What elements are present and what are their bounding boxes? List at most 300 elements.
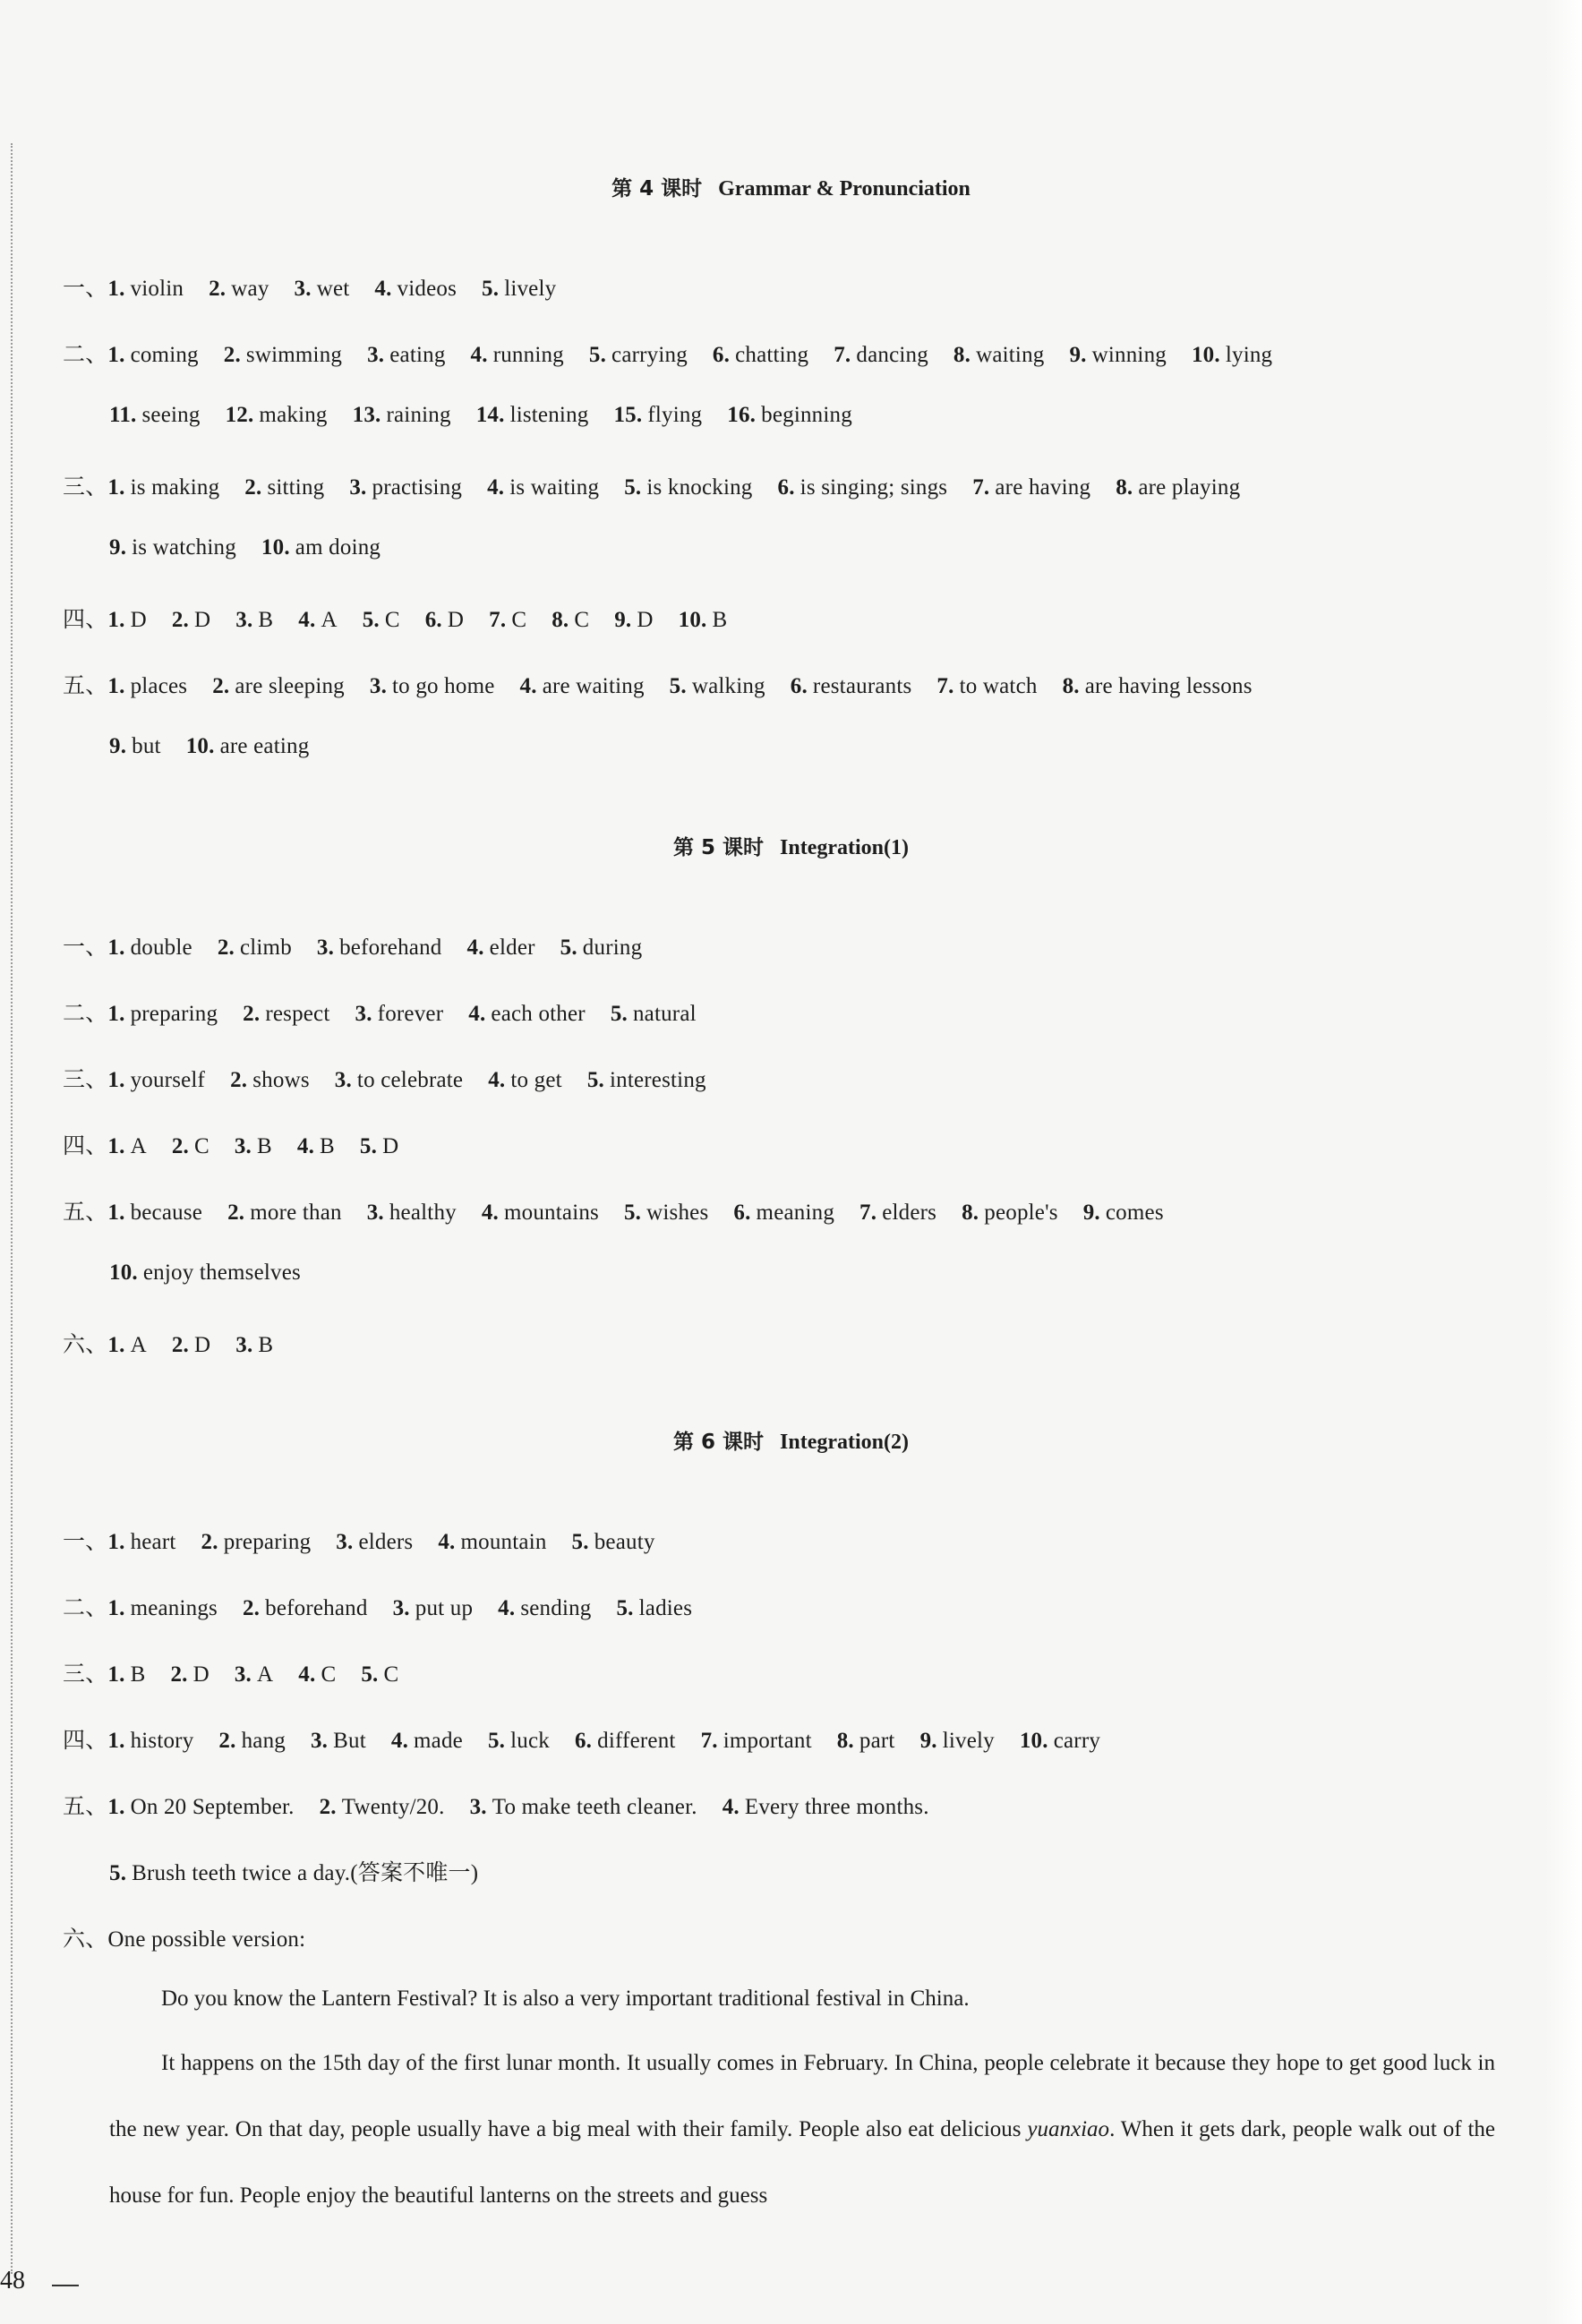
answer-text: preparing <box>223 1530 312 1554</box>
answer-line <box>109 535 406 560</box>
answer-number: 4. <box>466 936 484 960</box>
answer-text: A <box>130 1333 147 1357</box>
answer-text: flying <box>647 403 703 427</box>
answer-item <box>218 1729 286 1753</box>
answer-text: respect <box>265 1002 330 1026</box>
answer-number: 3. <box>369 674 388 698</box>
answer-number: 1. <box>107 343 125 367</box>
answer-item <box>320 1795 445 1819</box>
answer-text: people's <box>984 1200 1058 1225</box>
answer-item <box>109 535 236 560</box>
question-group-label: 三、 <box>63 474 108 500</box>
answer-number: 9. <box>109 535 127 560</box>
answer-number: 3. <box>294 277 312 301</box>
answer-item <box>778 475 948 500</box>
answer-text: yourself <box>130 1068 206 1092</box>
answer-text: are having lessons <box>1084 674 1253 698</box>
answer-text: swimming <box>245 343 343 367</box>
question-group-label: 五、 <box>63 672 108 698</box>
answer-text: double <box>130 936 192 960</box>
answer-text: shows <box>252 1068 310 1092</box>
answer-number: 6. <box>424 608 442 632</box>
answer-item <box>107 1134 146 1158</box>
answer-text: history <box>130 1729 194 1753</box>
essay-paragraph-2 <box>109 2030 1495 2229</box>
answer-number: 6. <box>712 343 731 367</box>
answer-item <box>107 1530 175 1554</box>
answer-number: 7. <box>972 475 990 500</box>
question-group-label: 三、 <box>63 1066 108 1092</box>
answer-number: 1. <box>107 608 125 632</box>
answer-item <box>859 1200 936 1225</box>
answer-item <box>107 1068 205 1092</box>
answer-text: winning <box>1091 343 1167 367</box>
answer-text: different <box>597 1729 676 1753</box>
answer-number: 7. <box>489 608 507 632</box>
lesson-title-cn: 第 5 课时 <box>672 836 765 859</box>
answer-text: walking <box>691 674 765 698</box>
answer-number: 4. <box>498 1596 516 1620</box>
answer-item <box>560 936 643 960</box>
question-group-label: 一、 <box>63 1528 108 1554</box>
answer-text: is watching <box>132 535 236 560</box>
answer-text: C <box>383 1662 399 1687</box>
answer-text: Every three months. <box>744 1795 929 1819</box>
answer-item <box>953 343 1045 367</box>
lesson-title-cn: 第 6 课时 <box>672 1431 765 1454</box>
answer-number: 4. <box>374 277 392 301</box>
answer-item <box>227 1200 342 1225</box>
answer-item <box>520 674 645 698</box>
answer-text: sitting <box>267 475 325 500</box>
answer-number: 9. <box>1082 1200 1100 1225</box>
essay-label: 六、 <box>63 1926 108 1952</box>
question-group-label: 二、 <box>63 1000 108 1026</box>
answer-item <box>311 1729 366 1753</box>
answer-text: am doing <box>295 535 381 560</box>
question-group-label: 五、 <box>63 1793 108 1819</box>
answer-number: 6. <box>574 1729 593 1753</box>
answer-item <box>482 1200 599 1225</box>
answer-item <box>107 936 192 960</box>
answer-line <box>109 1260 326 1286</box>
answer-item <box>243 1002 329 1026</box>
answer-item <box>614 608 653 632</box>
answer-number: 1. <box>107 475 125 500</box>
answer-number: 1. <box>107 1596 125 1620</box>
answer-text: heart <box>130 1530 176 1554</box>
answer-line <box>63 270 581 303</box>
answer-number: 1. <box>107 1662 125 1687</box>
answer-text: healthy <box>389 1200 457 1225</box>
answer-item <box>575 1729 676 1753</box>
answer-item <box>613 403 702 427</box>
answer-item <box>243 1596 368 1620</box>
answer-text: dancing <box>856 343 928 367</box>
answer-item <box>467 936 535 960</box>
answer-number: 11. <box>109 403 137 427</box>
answer-text: meanings <box>130 1596 218 1620</box>
answer-number: 10. <box>261 535 290 560</box>
answer-number: 4. <box>470 343 488 367</box>
answer-number: 2. <box>230 1068 248 1092</box>
answer-number: 5. <box>588 343 607 367</box>
answer-number: 2. <box>171 608 189 632</box>
answer-item <box>391 1729 463 1753</box>
answer-item <box>261 535 381 560</box>
answer-line <box>63 1656 423 1688</box>
answer-text: chatting <box>735 343 809 367</box>
answer-text: D <box>193 1333 211 1357</box>
answer-number: 4. <box>487 475 505 500</box>
answer-text: beforehand <box>265 1596 368 1620</box>
answer-item <box>468 1002 586 1026</box>
answer-item <box>1116 475 1240 500</box>
answer-text: C <box>511 608 527 632</box>
answer-item <box>295 277 350 301</box>
answer-text: important <box>723 1729 812 1753</box>
answer-item <box>107 1333 146 1357</box>
answer-number: 5. <box>586 1068 604 1092</box>
answer-text: elders <box>358 1530 414 1554</box>
answer-text: lying <box>1225 343 1273 367</box>
answer-text: hang <box>241 1729 286 1753</box>
answer-number: 3. <box>235 608 253 632</box>
answer-text: mountain <box>460 1530 547 1554</box>
answer-line <box>63 337 1297 369</box>
answer-text: videos <box>397 277 457 301</box>
answer-line <box>63 1789 954 1821</box>
answer-text: part <box>859 1729 895 1753</box>
answer-item <box>1083 1200 1164 1225</box>
essay-intro: One possible version: <box>107 1927 306 1952</box>
answer-text: D <box>382 1134 399 1158</box>
answer-number: 7. <box>859 1200 877 1225</box>
answer-line <box>63 1128 423 1160</box>
answer-item <box>109 403 201 427</box>
answer-text: A <box>130 1134 147 1158</box>
question-group-label: 一、 <box>63 275 108 301</box>
answer-item <box>713 343 808 367</box>
lesson-title-en: Grammar & Pronunciation <box>718 177 971 201</box>
answer-number: 2. <box>242 1596 261 1620</box>
answer-item <box>962 1200 1058 1225</box>
answer-item <box>367 343 445 367</box>
answer-number: 8. <box>1062 674 1080 698</box>
answer-item <box>298 608 337 632</box>
answer-number: 7. <box>936 674 954 698</box>
essay-heading <box>63 1921 305 1953</box>
answer-number: 1. <box>107 1002 125 1026</box>
answer-text: luck <box>510 1729 550 1753</box>
question-group-label: 四、 <box>63 606 108 632</box>
answer-item <box>791 674 912 698</box>
question-group-label: 四、 <box>63 1727 108 1753</box>
answer-item <box>837 1729 895 1753</box>
answer-text: But <box>333 1729 366 1753</box>
answer-number: 10. <box>185 734 215 758</box>
answer-item <box>109 1861 478 1885</box>
answer-item <box>107 1596 218 1620</box>
answer-text: B <box>712 608 728 632</box>
question-group-label: 四、 <box>63 1132 108 1158</box>
answer-number: 5. <box>669 674 687 698</box>
answer-text: to celebrate <box>356 1068 464 1092</box>
answer-number: 1. <box>107 1134 125 1158</box>
answer-text: beforehand <box>339 936 442 960</box>
answer-number: 13. <box>352 403 381 427</box>
answer-item <box>425 608 464 632</box>
answer-item <box>230 1068 310 1092</box>
answer-number: 4. <box>722 1795 740 1819</box>
answer-line <box>63 1062 731 1094</box>
answer-text: put up <box>415 1596 474 1620</box>
answer-text: climb <box>239 936 292 960</box>
answer-text: D <box>637 608 654 632</box>
answer-number: 2. <box>319 1795 337 1819</box>
answer-number: 10. <box>1191 343 1220 367</box>
answer-text: D <box>130 608 147 632</box>
answer-text: D <box>193 608 211 632</box>
answer-text: way <box>231 277 269 301</box>
answer-number: 16. <box>727 403 757 427</box>
answer-number: 9. <box>109 734 127 758</box>
answer-number: 2. <box>171 1333 189 1357</box>
answer-number: 5. <box>616 1596 634 1620</box>
answer-item <box>733 1200 834 1225</box>
answer-number: 5. <box>560 936 577 960</box>
lesson-title <box>0 1425 1582 1455</box>
answer-item <box>107 475 219 500</box>
answer-text: D <box>447 608 465 632</box>
answer-item <box>936 674 1037 698</box>
answer-text: lively <box>942 1729 995 1753</box>
answer-line <box>63 1722 1125 1755</box>
answer-item <box>1063 674 1253 698</box>
answer-line <box>63 1327 298 1359</box>
answer-text: C <box>193 1134 210 1158</box>
answer-item <box>201 1530 312 1554</box>
answer-item <box>349 475 462 500</box>
answer-number: 4. <box>519 674 537 698</box>
answer-item <box>972 475 1090 500</box>
answer-number: 2. <box>217 936 235 960</box>
answer-item <box>611 1002 697 1026</box>
answer-number: 3. <box>469 1795 487 1819</box>
answer-text: B <box>257 1134 272 1158</box>
answer-number: 6. <box>790 674 808 698</box>
answer-number: 10. <box>109 1260 138 1285</box>
answer-text: lively <box>504 277 557 301</box>
answer-text: waiting <box>976 343 1045 367</box>
answer-number: 8. <box>552 608 569 632</box>
answer-item <box>235 1134 272 1158</box>
answer-line <box>63 929 667 961</box>
answer-line <box>109 734 334 759</box>
answer-item <box>727 403 852 427</box>
answer-number: 4. <box>298 608 316 632</box>
answer-item <box>107 1662 145 1687</box>
answer-number: 5. <box>624 475 642 500</box>
answer-item <box>235 1333 273 1357</box>
answer-number: 2. <box>201 1530 218 1554</box>
answer-item <box>834 343 928 367</box>
answer-item <box>186 734 310 758</box>
essay-paragraph-1 <box>109 1966 1495 2032</box>
question-group-label: 三、 <box>63 1661 108 1687</box>
answer-number: 2. <box>243 1002 261 1026</box>
lesson-title-en: Integration(1) <box>780 836 909 859</box>
answer-text: to get <box>510 1068 562 1092</box>
answer-item <box>224 343 342 367</box>
answer-text: restaurants <box>812 674 912 698</box>
answer-item <box>109 734 161 758</box>
answer-text: carrying <box>611 343 688 367</box>
answer-item <box>616 1596 692 1620</box>
answer-text: are having <box>995 475 1091 500</box>
answer-number: 3. <box>367 343 385 367</box>
answer-text: natural <box>632 1002 697 1026</box>
answer-number: 5. <box>359 1134 378 1158</box>
answer-number: 12. <box>225 403 254 427</box>
lesson-title-cn: 第 4 课时 <box>611 177 703 201</box>
lesson-title <box>0 172 1582 201</box>
answer-text: made <box>414 1729 463 1753</box>
answer-text: B <box>320 1134 335 1158</box>
answer-line <box>109 403 877 428</box>
answer-text: practising <box>372 475 463 500</box>
answer-item <box>297 1134 335 1158</box>
answer-item <box>172 608 210 632</box>
answer-item <box>235 608 273 632</box>
answer-text: elders <box>882 1200 937 1225</box>
answer-line <box>63 1524 680 1556</box>
question-group-label: 二、 <box>63 1594 108 1620</box>
answer-number: 3. <box>310 1729 329 1753</box>
answer-text: A <box>321 608 338 632</box>
answer-text: C <box>574 608 590 632</box>
answer-text: each other <box>491 1002 586 1026</box>
essay-italic-word: yuanxiao <box>1027 2117 1110 2141</box>
answer-number: 4. <box>488 1068 506 1092</box>
answer-item <box>489 608 526 632</box>
question-group-label: 五、 <box>63 1199 108 1225</box>
answer-item <box>476 403 589 427</box>
answer-number: 10. <box>1019 1729 1048 1753</box>
answer-number: 3. <box>392 1596 410 1620</box>
answer-item <box>218 936 292 960</box>
answer-text: seeing <box>141 403 201 427</box>
answer-item <box>360 1134 398 1158</box>
answer-text: C <box>384 608 400 632</box>
answer-number: 9. <box>614 608 632 632</box>
answer-text: B <box>258 1333 274 1357</box>
answer-text: are playing <box>1138 475 1241 500</box>
answer-item <box>107 277 184 301</box>
answer-number: 4. <box>390 1729 409 1753</box>
answer-item <box>335 1068 463 1092</box>
question-group-label: 六、 <box>63 1331 108 1357</box>
answer-number: 6. <box>777 475 795 500</box>
binding-margin-line <box>11 143 13 2274</box>
answer-item <box>107 1200 202 1225</box>
answer-item <box>488 1068 562 1092</box>
answer-number: 2. <box>218 1729 236 1753</box>
answer-line <box>109 1855 503 1887</box>
answer-text: to watch <box>959 674 1038 698</box>
answer-number: 5. <box>610 1002 628 1026</box>
answer-text: more than <box>250 1200 342 1225</box>
answer-item <box>1192 343 1272 367</box>
answer-number: 3. <box>316 936 335 960</box>
answer-number: 4. <box>481 1200 499 1225</box>
answer-item <box>107 1795 294 1819</box>
answer-item <box>355 1002 444 1026</box>
answer-item <box>244 475 324 500</box>
answer-item <box>235 1662 273 1687</box>
answer-text: enjoy themselves <box>142 1260 301 1285</box>
answer-text: mountains <box>504 1200 599 1225</box>
answer-number: 5. <box>361 1662 379 1687</box>
answer-text: D <box>192 1662 210 1687</box>
answer-number: 5. <box>623 1200 642 1225</box>
answer-text: comes <box>1105 1200 1164 1225</box>
answer-number: 3. <box>235 1333 253 1357</box>
answer-number: 4. <box>468 1002 486 1026</box>
answer-text: B <box>130 1662 146 1687</box>
answer-text: beauty <box>594 1530 655 1554</box>
answer-number: 1. <box>107 1795 125 1819</box>
answer-line <box>63 469 1265 501</box>
page-edge <box>1544 0 1582 2324</box>
answer-number: 7. <box>700 1729 718 1753</box>
answer-item <box>679 608 728 632</box>
answer-text: meaning <box>756 1200 835 1225</box>
answer-number: 2. <box>212 674 230 698</box>
answer-number: 3. <box>355 1002 372 1026</box>
answer-item <box>438 1530 546 1554</box>
answer-item <box>170 1662 209 1687</box>
answer-item <box>172 1333 210 1357</box>
answer-text: Twenty/20. <box>341 1795 445 1819</box>
answer-text: A <box>257 1662 274 1687</box>
answer-text: elder <box>489 936 535 960</box>
answer-item <box>587 1068 706 1092</box>
answer-number: 7. <box>834 343 851 367</box>
answer-number: 1. <box>107 1729 125 1753</box>
question-group-label: 二、 <box>63 341 108 367</box>
answer-number: 6. <box>733 1200 751 1225</box>
answer-item <box>471 343 564 367</box>
footer-dash <box>52 2285 79 2286</box>
answer-number: 8. <box>953 343 971 367</box>
answer-text: coming <box>130 343 199 367</box>
answer-number: 9. <box>1069 343 1087 367</box>
answer-text: are sleeping <box>235 674 345 698</box>
answer-item <box>172 1134 210 1158</box>
answer-number: 1. <box>107 1200 125 1225</box>
answer-item <box>107 608 146 632</box>
answer-item <box>624 1200 708 1225</box>
answer-number: 3. <box>336 1530 354 1554</box>
lesson-title <box>0 831 1582 860</box>
answer-item <box>298 1662 336 1687</box>
answer-line <box>63 602 752 634</box>
answer-text: is waiting <box>509 475 600 500</box>
answer-line <box>63 995 722 1028</box>
answer-item <box>723 1795 929 1819</box>
answer-number: 5. <box>487 1729 506 1753</box>
